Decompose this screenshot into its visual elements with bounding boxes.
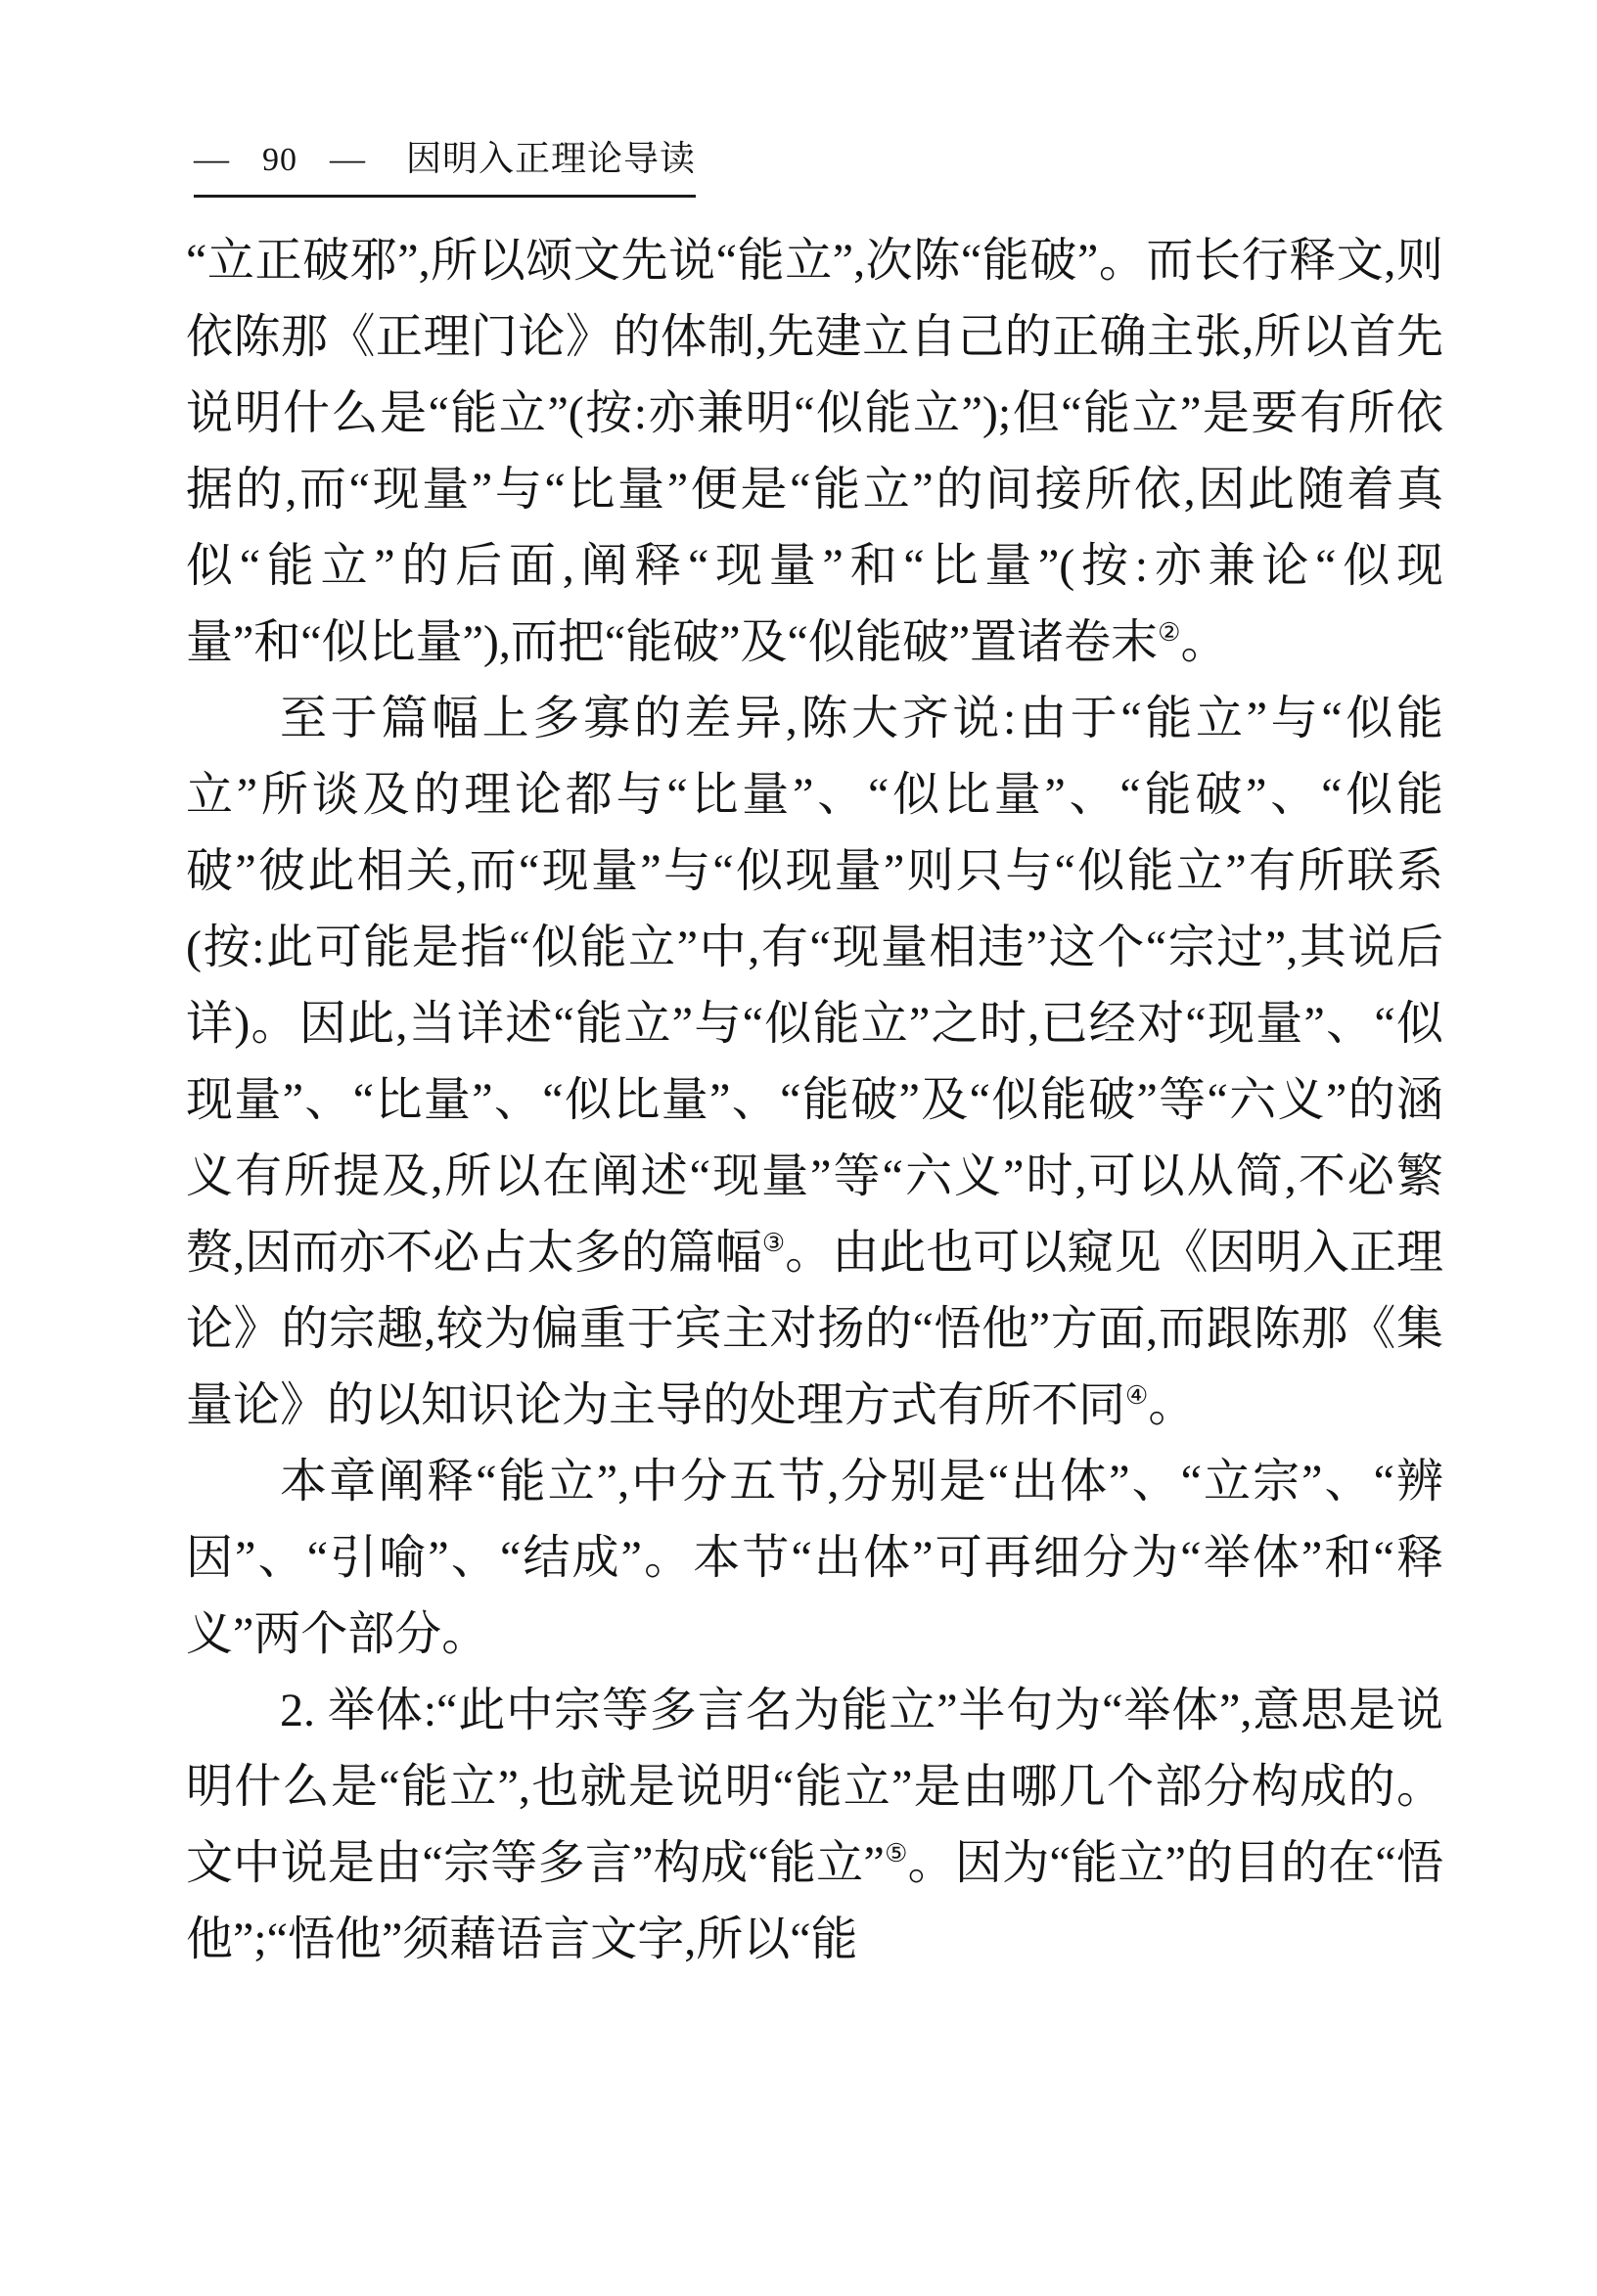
header-dash-right: —: [330, 139, 366, 178]
page-number: 90: [262, 142, 297, 178]
header-dash-left: —: [194, 139, 230, 178]
book-title: 因明入正理论导读: [406, 139, 697, 178]
footnote-marker: ③: [761, 1229, 786, 1257]
paragraph: 至于篇幅上多寡的差异,陈大齐说:由于“能立”与“似能立”所谈及的理论都与“比量”、“似比量”、“能破”、“似能破”彼此相关,而“现量”与“似现量”则只与“似能立”有所联系(按:此可能是指“似能立”中,有“现量相违”这个“宗过”,其说后详)。因此,当详述“能立”与“似能立”之时,已经对“现量”、“似现量”、“比量”、“似比量”、“能破”及“似能破”等“六义”的涵义有所提及,所以在阐述“现量”等“六义”时,可以从简,不必繁赘,因而亦不必占太多的篇幅③。由此也可以窥见《因明入正理论》的宗趣,较为偏重于宾主对扬的“悟他”方面,而跟陈那《集量论》的以知识论为主导的处理方式有所不同④。: [186, 693, 1443, 1431]
body-text: [186, 223, 1443, 1978]
paragraph: “立正破邪”,所以颂文先说“能立”,次陈“能破”。而长行释文,则依陈那《正理门论》的体制,先建立自己的正确主张,所以首先说明什么是“能立”(按:亦兼明“似能立”);但“能立”是要有所依据的,而“现量”与“比量”便是“能立”的间接所依,因此随着真似“能立”的后面,阐释“现量”和“比量”(按:亦兼论“似现量”和“似比量”),而把“能破”及“似能破”置诸卷末②。: [186, 235, 1443, 668]
footnote-marker: ⑤: [884, 1839, 908, 1868]
footnote-marker: ②: [1158, 618, 1181, 647]
paragraph: 2. 举体:“此中宗等多言名为能立”半句为“举体”,意思是说明什么是“能立”,也就是说明“能立”是由哪几个部分构成的。文中说是由“宗等多言”构成“能立”⑤。因为“能立”的目的在“悟他”;“悟他”须藉语言文字,所以“能: [186, 1685, 1443, 1965]
paragraph: 本章阐释“能立”,中分五节,分别是“出体”、“立宗”、“辨因”、“引喻”、“结成”。本节“出体”可再细分为“举体”和“释义”两个部分。: [186, 1456, 1443, 1660]
running-header: [194, 131, 696, 198]
footnote-marker: ④: [1125, 1381, 1149, 1410]
